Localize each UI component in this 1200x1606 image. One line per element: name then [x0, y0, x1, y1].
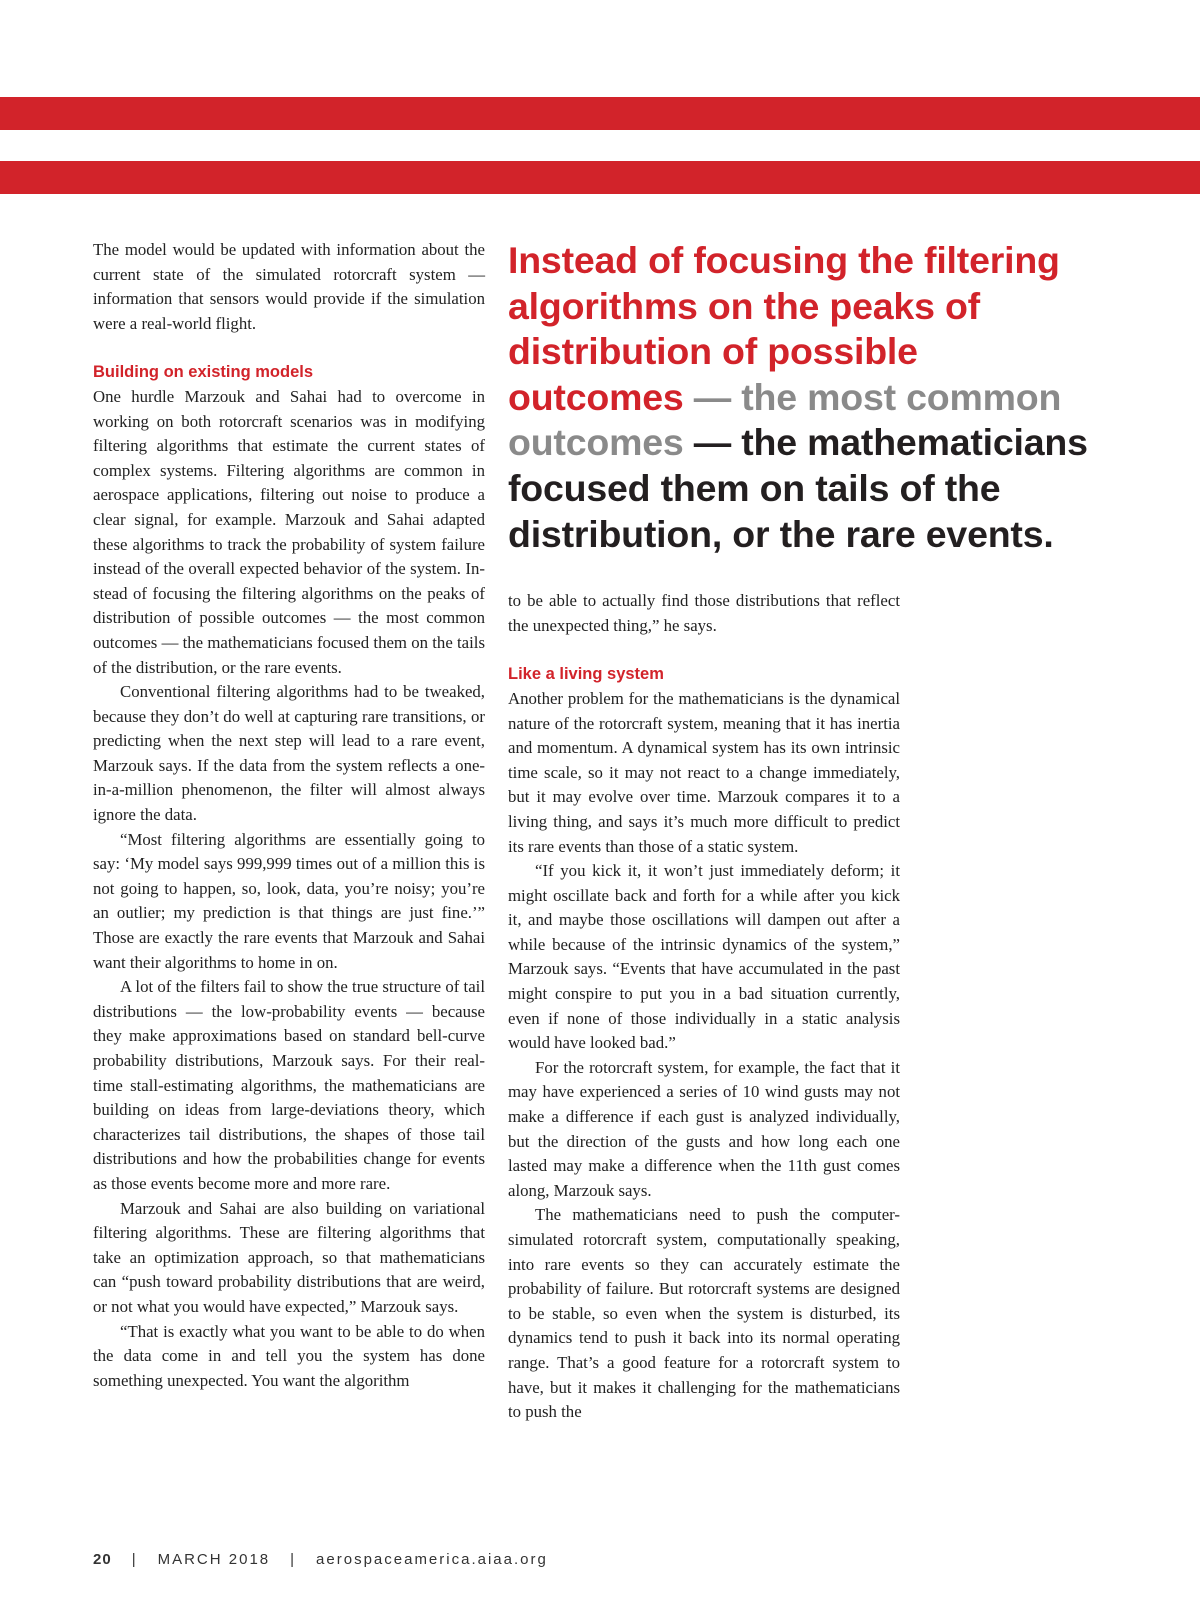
website-link[interactable]: aerospaceamerica.aiaa.org: [316, 1551, 548, 1568]
left-column: [93, 238, 485, 1393]
body-paragraph: “Most filtering algorithms are essentially going to say: ‘My model says 999,999 times out of a million this is not going to happen, so, look, data, you’re noisy; you’re an outlier; my prediction is that things are just fine.’” Those are exactly the rare events that Marzouk and Sahai want their algorithms to home in on.: [93, 829, 485, 972]
body-paragraph: The mathematicians need to push the computer-simulated rotorcraft system, computationally speaking, into rare events so they can accurately estimate the probability of failure. But rotorcraft systems are designed to be stable, so even when the system is disturbed, its dynamics tend to push it back into its normal operating range. That’s a good feature for a rotorcraft system to have, but it makes it challenging for the mathematicians to push the: [508, 1205, 900, 1422]
second-red-stripe: [0, 161, 1200, 194]
body-paragraph: For the rotorcraft system, for example, the fact that it may have experienced a series of 10 wind gusts may not make a difference if each gust is analyzed individually, but the direction of the gusts and how long each one lasted may make a difference when the 11th gust comes along, Marzouk says.: [508, 1057, 900, 1200]
subhead-building-on-existing-models: Building on existing models: [93, 363, 314, 382]
pull-quote-gray: — the most common outcomes: [508, 375, 1062, 464]
intro-paragraph: The model would be updated with information about the current state of the simulated rotorcraft system — information that sensors would provide if the simulation were a real-world flight.: [93, 240, 485, 333]
top-red-stripe: [0, 97, 1200, 130]
body-paragraph-continued: to be able to actually find those distributions that reflect the unexpected thing,” he says.: [508, 591, 900, 635]
footer-separator: |: [131, 1551, 138, 1568]
body-paragraph: A lot of the filters fail to show the true structure of tail distributions — the low-probability events — because they make approximations based on standard bell-curve probability distributions, Marzouk says. For their real-time stall-estimating algorithms, the mathematicians are building on ideas from large-deviations theory, which characterizes tail distributions, the shapes of those tail distributions and how the probabilities change for events as those events become more and more rare.: [93, 977, 485, 1193]
pull-quote-dark: — the mathematicians focused them on tails of the distribution, or the rare events.: [508, 421, 1088, 555]
pull-quote: [508, 238, 1098, 557]
page-number: 20: [93, 1551, 112, 1568]
body-paragraph: Another problem for the mathematicians is the dynamical nature of the rotorcraft system, meaning that it has inertia and momentum. A dynamical system has its own intrinsic time scale, so it may not react to a change immediately, but it may evolve over time. Marzouk compares it to a living thing, and says it’s much more difficult to predict its rare events than those of a static system.: [508, 688, 900, 856]
issue-date: MARCH 2018: [157, 1551, 271, 1568]
body-paragraph: “If you kick it, it won’t just immediately deform; it might oscillate back and forth for a while after you kick it, and maybe those oscillations will dampen out after a while because of the intrinsic dynamics of the system,” Marzouk says. “Events that have accumulated in the past might conspire to put you in a bad situation currently, even if none of those individually in a static analysis would have looked bad.”: [508, 861, 900, 1053]
body-paragraph: One hurdle Marzouk and Sahai had to overcome in working on both rotorcraft scenarios was in modifying filtering algorithms that estimate the current states of complex systems. Filtering algorithms are common in aerospace applications, filtering out noise to produce a clear signal, for example. Marzouk and Sahai adapted these algorithms to track the probability of system failure instead of the overall expected behavior of the system. Instead of focusing the filtering algorithms on the peaks of distribution of possible outcomes — the most common outcomes — the mathematicians focused them on the tails of the distribution, or the rare events.: [93, 386, 485, 677]
subhead-like-a-living-system: Like a living system: [508, 665, 664, 684]
footer-separator: |: [290, 1551, 297, 1568]
right-column: [508, 238, 1088, 1425]
body-paragraph: “That is exactly what you want to be able to do when the data come in and tell you the system has done something unexpected. You want the algorithm: [93, 1321, 485, 1390]
body-paragraph: Marzouk and Sahai are also building on variational filtering algorithms. These are filtering algorithms that take an optimization approach, so that mathematicians can “push toward probability distributions that are weird, or not what you would have expected,” Marzouk says.: [93, 1198, 485, 1316]
page-footer: [93, 1551, 548, 1568]
body-paragraph: Conventional filtering algorithms had to be tweaked, because they don’t do well at capturing rare transitions, or predicting when the next step will lead to a rare event, Marzouk says. If the data from the system reflects a one-in-a-million phenomenon, the filter will almost always ignore the data.: [93, 682, 485, 825]
pull-quote-red: Instead of focusing the filtering algorithms on the peaks of distribution of possible outcomes: [508, 239, 1060, 418]
